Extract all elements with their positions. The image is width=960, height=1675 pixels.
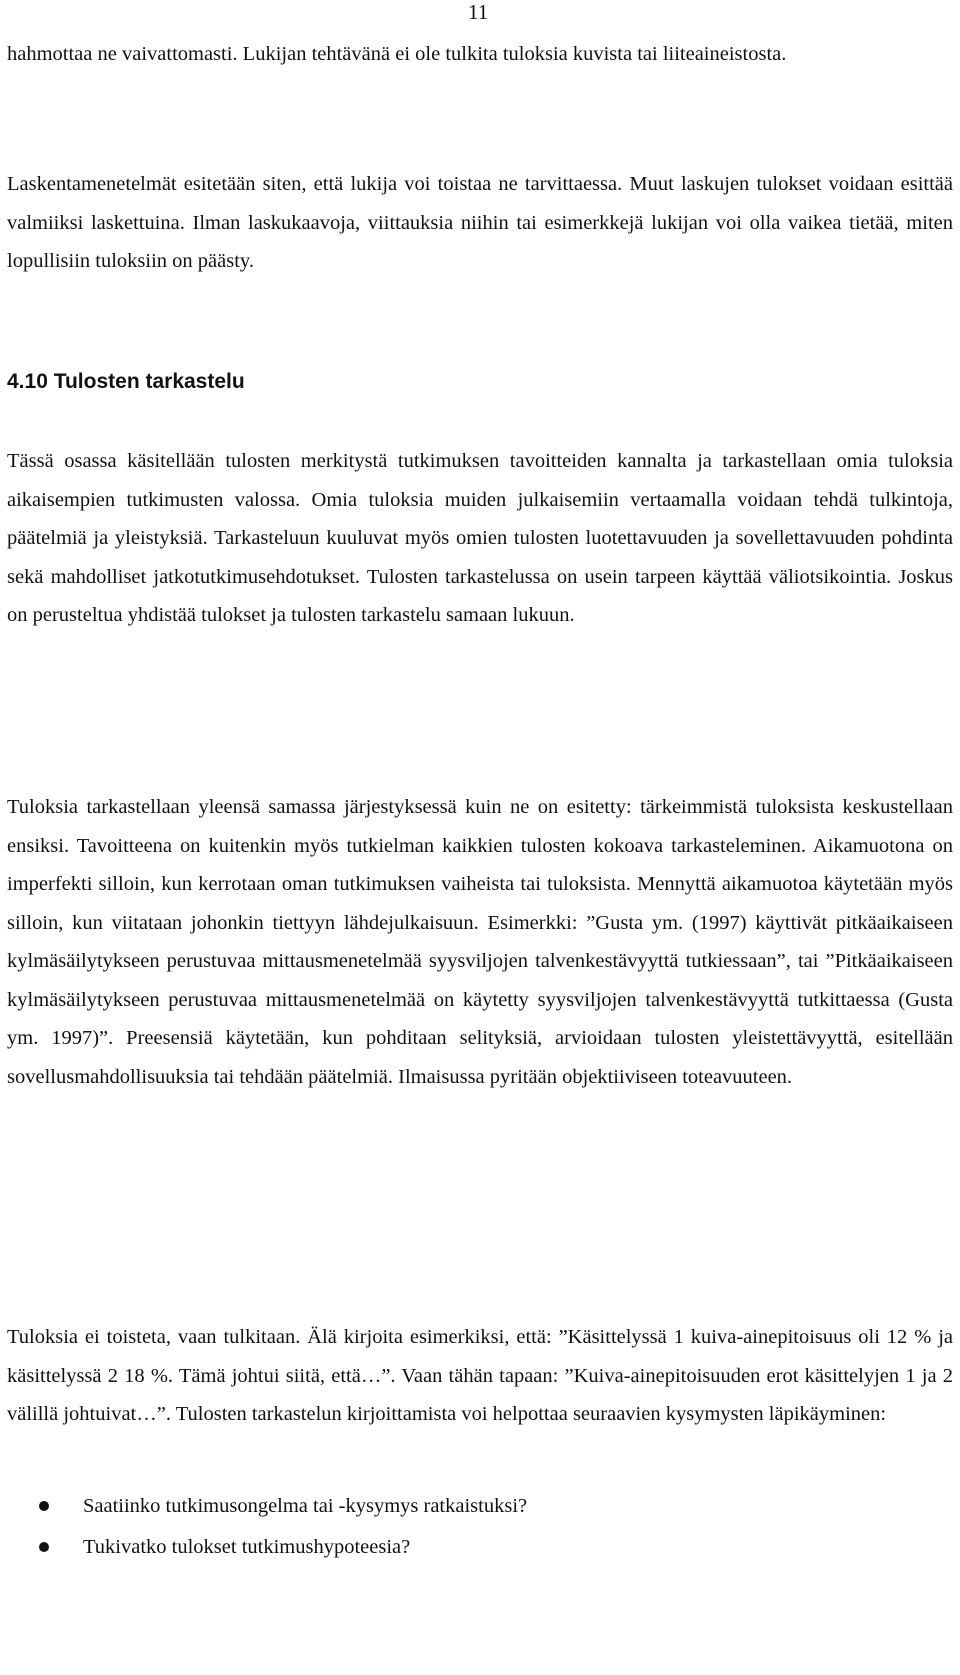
list-item-text: Tukivatko tulokset tutkimushypoteesia? [83, 1536, 411, 1558]
bullet-list-block [7, 1486, 953, 1568]
heading-block [7, 367, 953, 397]
paragraph-block-5 [7, 1318, 953, 1434]
paragraph: Tuloksia tarkastellaan yleensä samassa järjestyksessä kuin ne on esitetty: tärkeimmistä tuloksista keskustellaan ensiksi. Tavoitteena on kuitenkin myös tutkielman kaikkien tulosten kokoava tarkasteleminen. Aikamuotona on imperfekti silloin, kun kerrotaan oman tutkimuksen vaiheista tai tuloksista. Mennyttä aikamuotoa käytetään myös silloin, kun viitataan johonkin tiettyyn lähdejulkaisuun. Esimerkki: ”Gusta ym. (1997) käyttivät pitkäaikaiseen kylmäsäilytykseen perustuvaa mittausmenetelmää syysviljojen talvenkestävyyttä tutkiessaan”, tai ”Pitkäaikaiseen kylmäsäilytykseen perustuvaa mittausmenetelmää on käytetty syysviljojen talvenkestävyyttä tutkittaessa (Gusta ym. 1997)”. Preesensiä käytetään, kun pohditaan selityksiä, arvioidaan tulosten yleistettävyyttä, esitellään sovellusmahdollisuuksia tai tehdään päätelmiä. Ilmaisussa pyritään objektiiviseen toteavuuteen. [7, 796, 953, 1088]
paragraph-block-4 [7, 788, 953, 1096]
bullet-icon [39, 1542, 49, 1552]
paragraph-block-2 [7, 165, 953, 281]
list-item-text: Saatiinko tutkimusongelma tai -kysymys ratkaistuksi? [83, 1495, 528, 1517]
paragraph-block-3 [7, 442, 953, 635]
page-number: 11 [468, 0, 489, 24]
paragraph: Laskentamenetelmät esitetään siten, että lukija voi toistaa ne tarvittaessa. Muut laskujen tulokset voidaan esittää valmiiksi laskettuina. Ilman laskukaavoja, viittauksia niihin tai esimerkkejä lukijan voi olla vaikea tietää, miten lopullisiin tuloksiin on päästy. [7, 173, 953, 272]
bullet-icon [39, 1501, 49, 1511]
paragraph: Tuloksia ei toisteta, vaan tulkitaan. Älä kirjoita esimerkiksi, että: ”Käsittelyssä 1 kuiva-ainepitoisuus oli 12 % ja käsittelyssä 2 18 %. Tämä johtui siitä, että…”. Vaan tähän tapaan: ”Kuiva-ainepitoisuuden erot käsittelyjen 1 ja 2 välillä johtuivat…”. Tulosten tarkastelun kirjoittamista voi helpottaa seuraavien kysymysten läpikäyminen: [7, 1326, 953, 1425]
paragraph: hahmottaa ne vaivattomasti. Lukijan tehtävänä ei ole tulkita tuloksia kuvista tai liiteaineistosta. [7, 43, 787, 65]
section-heading: 4.10 Tulosten tarkastelu [7, 370, 245, 393]
paragraph-block-1 [7, 35, 953, 74]
list-item [7, 1486, 953, 1527]
paragraph: Tässä osassa käsitellään tulosten merkitystä tutkimuksen tavoitteiden kannalta ja tarkastellaan omia tuloksia aikaisempien tutkimusten valossa. Omia tuloksia muiden julkaisemiin vertaamalla voidaan tehdä tulkintoja, päätelmiä ja yleistyksiä. Tarkasteluun kuuluvat myös omien tulosten luotettavuuden ja sovellettavuuden pohdinta sekä mahdolliset jatkotutkimusehdotukset. Tulosten tarkastelussa on usein tarpeen käyttää väliotsikointia. Joskus on perusteltua yhdistää tulokset ja tulosten tarkastelu samaan lukuun. [7, 450, 953, 626]
list-item [7, 1527, 953, 1568]
bullet-list [7, 1486, 953, 1568]
